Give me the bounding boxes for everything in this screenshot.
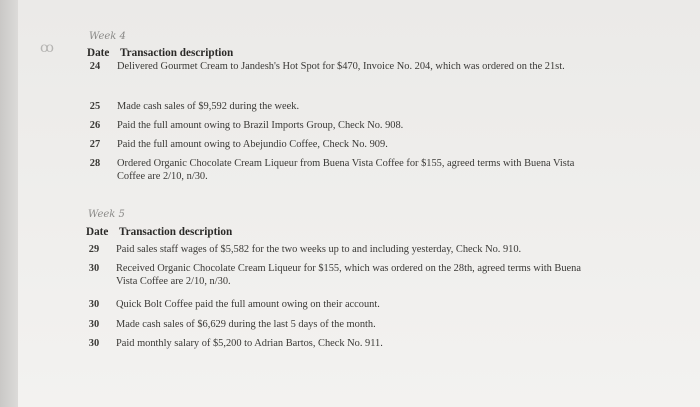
transaction-text: Delivered Gourmet Cream to Jandesh's Hot Spot for $470, Invoice No. 204, which was ordered on the 21st. — [117, 61, 565, 72]
transaction-day: 25 — [89, 101, 101, 112]
transaction-day: 24 — [89, 61, 101, 72]
transaction-text: Paid the full amount owing to Abejundio Coffee, Check No. 909. — [117, 139, 388, 150]
description-column-header: Transaction description — [119, 226, 233, 238]
transaction-day: 30 — [88, 299, 100, 310]
transaction-text: Received Organic Chocolate Cream Liqueur for $155, which was ordered on the 28th, agreed terms with Buena Vista Coffee are 2/10, n/30. — [116, 263, 581, 287]
transaction-day: 27 — [89, 139, 101, 150]
transaction-text: Made cash sales of $6,629 during the last 5 days of the month. — [116, 319, 376, 330]
transaction-text: Quick Bolt Coffee paid the full amount owing on their account. — [116, 299, 380, 310]
transaction-day: 30 — [88, 263, 100, 274]
transaction-day: 30 — [88, 319, 100, 330]
page-edge — [0, 0, 18, 407]
week-4-heading: Week 4 — [89, 31, 126, 42]
description-column-header: Transaction description — [120, 47, 234, 59]
transaction-text: Paid sales staff wages of $5,582 for the two weeks up to and including yesterday, Check No. 910. — [116, 244, 522, 255]
pen-mark-icon: ꝏ — [40, 40, 54, 56]
transaction-day: 26 — [89, 120, 101, 131]
transaction-day: 29 — [88, 244, 100, 255]
date-column-header: Date — [86, 226, 109, 238]
transaction-text: Made cash sales of $9,592 during the week. — [117, 101, 300, 112]
transaction-text: Ordered Organic Chocolate Cream Liqueur from Buena Vista Coffee for $155, agreed terms with Buena Vista Coffee are 2/10, n/30. — [117, 158, 575, 182]
transaction-text: Paid monthly salary of $5,200 to Adrian Bartos, Check No. 911. — [116, 338, 383, 349]
transaction-day: 30 — [88, 338, 100, 349]
transaction-day: 28 — [89, 158, 101, 169]
transaction-text: Paid the full amount owing to Brazil Imports Group, Check No. 908. — [117, 120, 404, 131]
document-page — [18, 0, 700, 407]
date-column-header: Date — [87, 47, 110, 59]
week-5-heading: Week 5 — [88, 209, 125, 220]
